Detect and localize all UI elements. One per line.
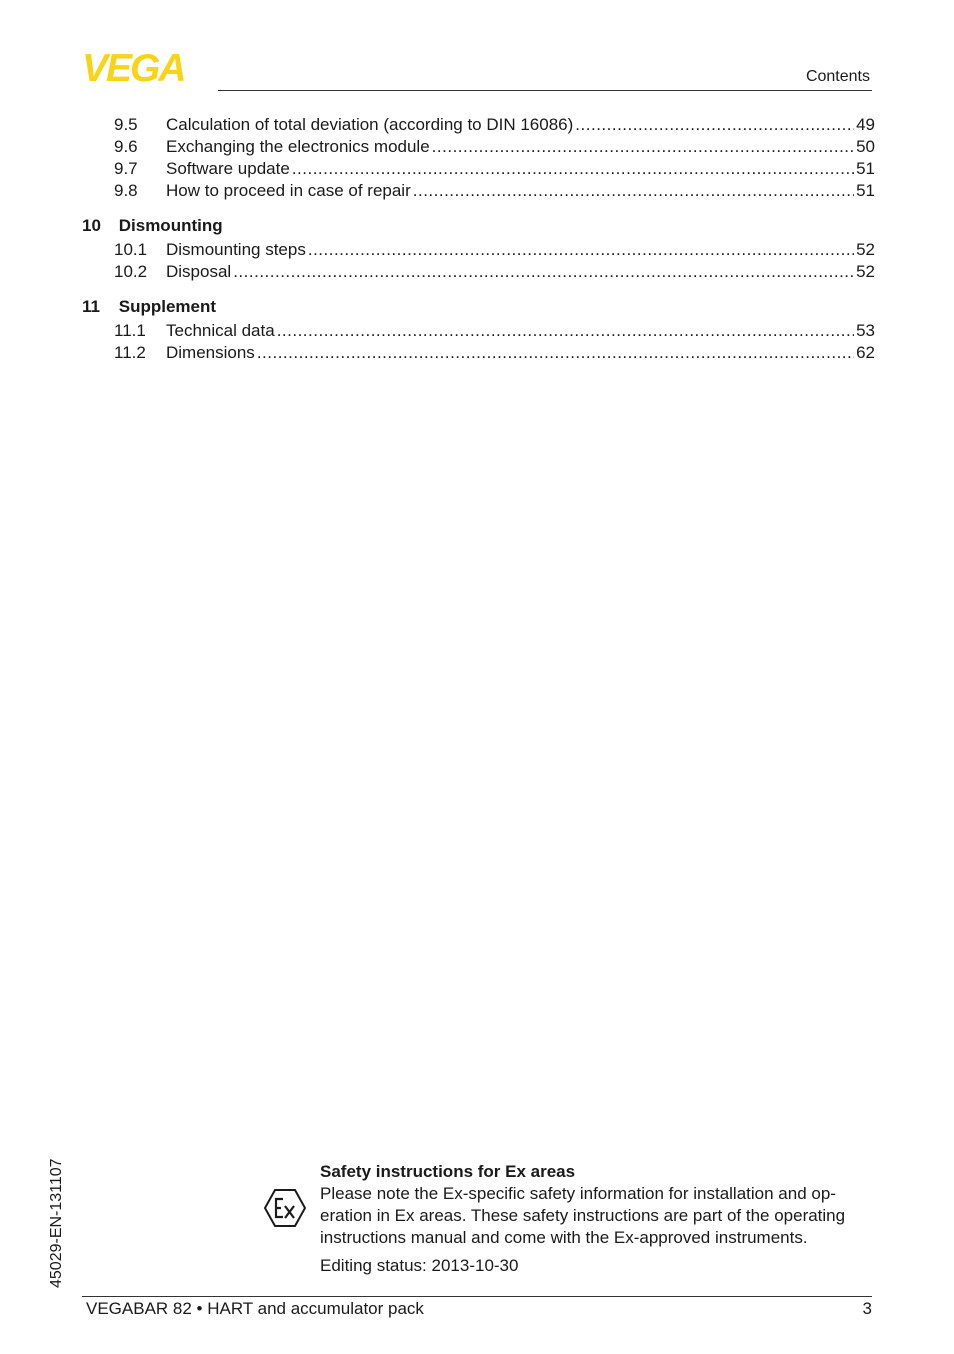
toc-item[interactable]: [82, 114, 875, 136]
toc-item[interactable]: [82, 239, 875, 261]
toc-item[interactable]: [82, 342, 875, 364]
toc-item-number: 11.2: [114, 343, 146, 362]
toc-item-title: Disposal: [166, 262, 232, 281]
toc-item-title: Dismounting steps: [166, 240, 306, 259]
footer-divider: [82, 1296, 872, 1297]
toc-item-page: 49: [856, 115, 875, 134]
safety-text-line: eration in Ex areas. These safety instructions are part of the operating: [320, 1206, 846, 1225]
toc-item[interactable]: [82, 180, 875, 202]
vega-logo: [82, 52, 210, 82]
header-divider: [218, 90, 872, 91]
toc-chapter-continued: [82, 114, 875, 202]
footer-page-number: 3: [862, 1299, 872, 1318]
toc-item-number: 9.7: [114, 159, 138, 178]
toc-leader-dots: [257, 342, 854, 364]
safety-text-line: instructions manual and come with the Ex-approved instruments.: [320, 1228, 808, 1247]
document-code: 45029-EN-131107: [48, 1158, 65, 1288]
table-of-contents: [82, 114, 875, 364]
toc-item-number: 9.6: [114, 137, 138, 156]
toc-item-title: Dimensions: [166, 343, 255, 362]
toc-leader-dots: [413, 180, 854, 202]
toc-item[interactable]: [82, 261, 875, 283]
toc-item-page: 51: [856, 159, 875, 178]
toc-leader-dots: [292, 158, 854, 180]
toc-leader-dots: [277, 320, 854, 342]
toc-chapter-dismounting: [82, 214, 875, 283]
toc-item-number: 11.1: [114, 321, 146, 340]
toc-item-title: Calculation of total deviation (according to DIN 16086): [166, 115, 574, 134]
toc-chapter-title: Dismounting: [118, 216, 223, 235]
toc-item[interactable]: [82, 136, 875, 158]
toc-item-page: 62: [856, 343, 875, 362]
ex-icon: [264, 1188, 306, 1228]
toc-item-page: 52: [856, 240, 875, 259]
toc-item-page: 52: [856, 262, 875, 281]
safety-text-line: Please note the Ex-specific safety information for installation and op-: [320, 1184, 836, 1203]
footer-product: VEGABAR 82 • HART and accumulator pack: [86, 1299, 424, 1318]
toc-item-number: 10.1: [114, 240, 148, 259]
toc-chapter-number: 10: [82, 216, 101, 235]
svg-text:VEGA: VEGA: [82, 52, 185, 82]
toc-leader-dots: [233, 261, 854, 283]
toc-chapter-heading[interactable]: [82, 295, 875, 319]
toc-chapter-heading[interactable]: [82, 214, 875, 238]
toc-item-number: 10.2: [114, 262, 148, 281]
toc-leader-dots: [575, 114, 854, 136]
toc-item-number: 9.5: [114, 115, 138, 134]
editing-status: Editing status: 2013-10-30: [320, 1256, 519, 1275]
toc-item[interactable]: [82, 320, 875, 342]
toc-chapter-title: Supplement: [118, 297, 217, 316]
toc-item-page: 53: [856, 321, 875, 340]
toc-item-number: 9.8: [114, 181, 138, 200]
safety-title: Safety instructions for Ex areas: [320, 1162, 576, 1181]
toc-item-title: How to proceed in case of repair: [166, 181, 411, 200]
page-header-title: Contents: [805, 68, 870, 85]
toc-item-page: 51: [856, 181, 875, 200]
toc-item-title: Technical data: [166, 321, 275, 340]
toc-leader-dots: [308, 239, 854, 261]
toc-chapter-supplement: [82, 295, 875, 364]
safety-instructions: [320, 1161, 880, 1277]
toc-item-title: Software update: [166, 159, 290, 178]
toc-item-page: 50: [856, 137, 875, 156]
toc-item-title: Exchanging the electronics module: [166, 137, 430, 156]
toc-leader-dots: [432, 136, 854, 158]
toc-chapter-number: 11: [82, 297, 100, 316]
toc-item[interactable]: [82, 158, 875, 180]
